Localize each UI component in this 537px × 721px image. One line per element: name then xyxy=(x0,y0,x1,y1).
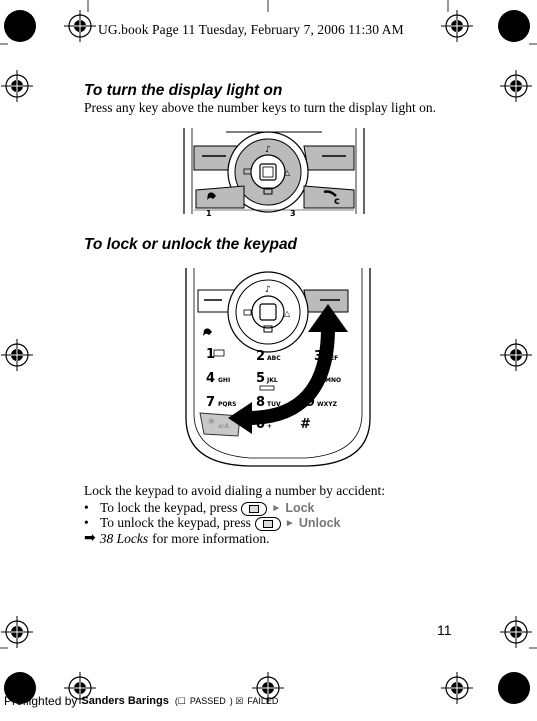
corner-dot xyxy=(498,10,530,42)
footer-tag-failed: FAILED xyxy=(247,696,279,706)
svg-text:PQRS: PQRS xyxy=(218,401,237,408)
svg-text:2: 2 xyxy=(256,349,266,364)
book-header: UG.book Page 11 Tuesday, February 7, 2006 11:30 AM xyxy=(98,22,404,37)
menu-item-lock: Lock xyxy=(285,501,315,515)
svg-text:△: △ xyxy=(284,168,291,177)
svg-text:c: c xyxy=(334,196,340,207)
cross-reference xyxy=(84,530,269,547)
bullet-lock xyxy=(84,500,315,516)
svg-text:8: 8 xyxy=(256,395,266,410)
svg-text:0: 0 xyxy=(256,417,266,432)
svg-text:DEF: DEF xyxy=(325,355,339,362)
section-body-display-light: Press any key above the number keys to turn the display light on. xyxy=(84,100,437,115)
svg-text:7: 7 xyxy=(206,395,216,410)
svg-text:#: # xyxy=(300,417,311,432)
menu-key-icon xyxy=(255,517,281,531)
svg-text:3: 3 xyxy=(314,349,324,364)
svg-text:9: 9 xyxy=(306,395,316,410)
reference-link[interactable]: 38 Locks xyxy=(99,530,149,546)
page-number: 11 xyxy=(437,622,452,638)
svg-text:6: 6 xyxy=(314,371,324,386)
svg-text:1: 1 xyxy=(206,209,212,216)
svg-text:MNO: MNO xyxy=(325,377,342,384)
svg-text:♪: ♪ xyxy=(265,145,271,155)
bullet-unlock-text: To unlock the keypad, press xyxy=(100,515,251,530)
svg-text:1: 1 xyxy=(206,347,216,362)
svg-text:3: 3 xyxy=(290,209,296,216)
svg-text:△: △ xyxy=(284,309,291,318)
footer-tag-passed: PASSED xyxy=(189,696,226,706)
bullet-dot: • xyxy=(84,515,89,530)
bullet-dot: • xyxy=(84,500,89,515)
checkbox-icon: (☐ xyxy=(174,695,186,706)
svg-text:WXYZ: WXYZ xyxy=(317,401,337,408)
phone-top-illustration xyxy=(174,128,374,216)
bullet-lock-text: To lock the keypad, press xyxy=(100,500,238,515)
menu-key-icon xyxy=(241,502,267,516)
svg-text:GHI: GHI xyxy=(218,377,231,384)
bullet-unlock xyxy=(84,515,341,531)
checkbox-icon: ) ☒ xyxy=(229,695,244,706)
footer-brand: Sanders Barings xyxy=(81,695,169,707)
svg-text:+: + xyxy=(267,423,273,430)
reference-arrow-icon: ➡ xyxy=(84,531,96,546)
svg-text:JKL: JKL xyxy=(267,377,278,384)
section-title-display-light: To turn the display light on xyxy=(84,82,283,99)
footer-prefix: Preflighted by xyxy=(4,694,78,708)
svg-text:5: 5 xyxy=(256,371,266,386)
keypad-lock-intro: Lock the keypad to avoid dialing a number by accident: xyxy=(84,483,386,498)
preflight-footer xyxy=(4,694,280,708)
svg-text:TUV: TUV xyxy=(267,401,281,408)
arrow-right-icon: ► xyxy=(271,502,282,514)
corner-dot xyxy=(498,672,530,704)
svg-text:ABC: ABC xyxy=(267,355,281,362)
menu-item-unlock: Unlock xyxy=(298,516,341,530)
arrow-right-icon: ► xyxy=(284,517,295,529)
section-title-keypad-lock: To lock or unlock the keypad xyxy=(84,236,298,253)
svg-text:4: 4 xyxy=(206,371,216,386)
reference-rest: for more information. xyxy=(152,530,270,546)
phone-keypad-illustration xyxy=(178,268,378,470)
svg-text:♪: ♪ xyxy=(265,285,271,295)
corner-dot xyxy=(4,10,36,42)
